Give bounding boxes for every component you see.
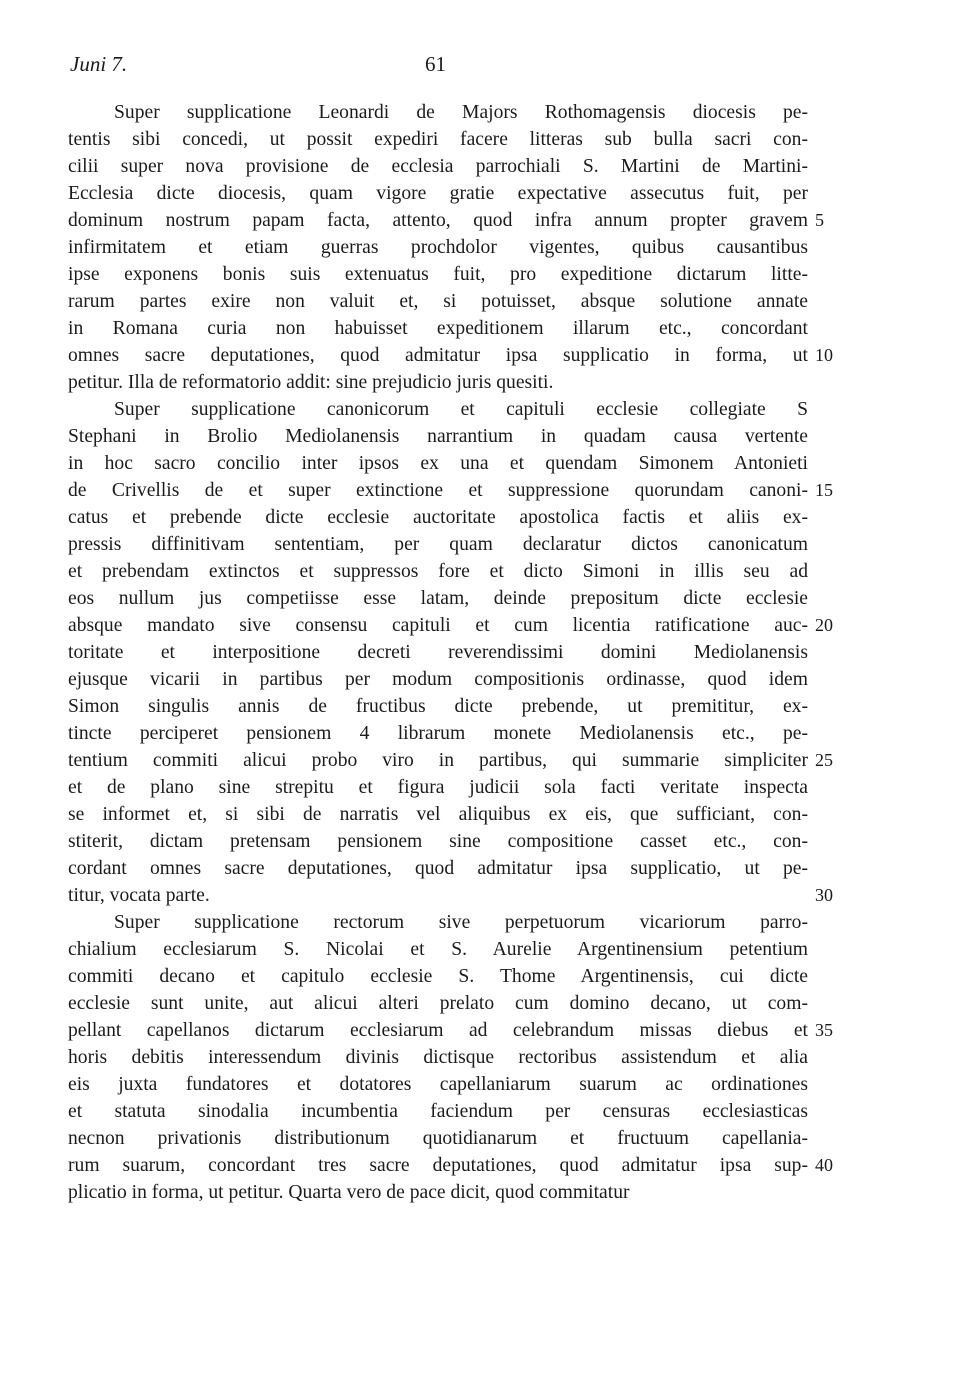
- text-line: de Crivellis de et super extinctione et suppressione quorundam canoni-: [68, 480, 808, 501]
- running-head: Juni 7.: [70, 52, 128, 76]
- text-line: infirmitatem et etiam guerras prochdolor vigentes, quibus causantibus: [68, 237, 808, 258]
- text-line: rarum partes exire non valuit et, si potuisset, absque solutione annate: [68, 291, 808, 312]
- page-header: [70, 52, 810, 82]
- text-line: horis debitis interessendum divinis dictisque rectoribus assistendum et alia: [68, 1047, 808, 1068]
- text-line: commiti decano et capitulo ecclesie S. Thome Argentinensis, cui dicte: [68, 966, 808, 987]
- text-line: petitur. Illa de reformatorio addit: sine prejudicio juris quesiti.: [68, 372, 554, 393]
- text-line: Simon singulis annis de fructibus dicte prebende, ut premititur, ex-: [68, 696, 808, 717]
- text-line: rum suarum, concordant tres sacre deputationes, quod admitatur ipsa sup-: [68, 1155, 808, 1176]
- text-line: omnes sacre deputationes, quod admitatur ipsa supplicatio in forma, ut: [68, 345, 808, 366]
- line-number: 30: [815, 885, 833, 905]
- text-line: cilii super nova provisione de ecclesia parrochiali S. Martini de Martini-: [68, 156, 808, 177]
- text-line: catus et prebende dicte ecclesie auctoritate apostolica factis et aliis ex-: [68, 507, 808, 528]
- line-number: 20: [815, 615, 833, 635]
- text-line: Super supplicatione Leonardi de Majors Rothomagensis diocesis pe-: [114, 102, 808, 123]
- text-line: titur, vocata parte.: [68, 885, 210, 906]
- text-line: tentis sibi concedi, ut possit expediri facere litteras sub bulla sacri con-: [68, 129, 808, 150]
- text-line: et de plano sine strepitu et figura judicii sola facti veritate inspecta: [68, 777, 808, 798]
- body-text: [68, 99, 808, 1206]
- text-line: plicatio in forma, ut petitur. Quarta vero de pace dicit, quod commitatur: [68, 1182, 630, 1203]
- line-number: 15: [815, 480, 833, 500]
- text-line: necnon privationis distributionum quotidianarum et fructuum capellania-: [68, 1128, 808, 1149]
- text-line: Super supplicatione rectorum sive perpetuorum vicariorum parro-: [114, 912, 808, 933]
- text-line: dominum nostrum papam facta, attento, quod infra annum propter gravem: [68, 210, 808, 231]
- text-line: pellant capellanos dictarum ecclesiarum ad celebrandum missas diebus et: [68, 1020, 808, 1041]
- text-line: eos nullum jus competiisse esse latam, deinde prepositum dicte ecclesie: [68, 588, 808, 609]
- text-line: cordant omnes sacre deputationes, quod admitatur ipsa supplicatio, ut pe-: [68, 858, 808, 879]
- text-line: Ecclesia dicte diocesis, quam vigore gratie expectative assecutus fuit, per: [68, 183, 808, 204]
- text-line: se informet et, si sibi de narratis vel aliquibus ex eis, que sufficiant, con-: [68, 804, 808, 825]
- text-line: ipse exponens bonis suis extenuatus fuit, pro expeditione dictarum litte-: [68, 264, 808, 285]
- text-line: Super supplicatione canonicorum et capituli ecclesie collegiate S: [114, 399, 808, 420]
- page-number: 61: [425, 52, 446, 76]
- text-line: in hoc sacro concilio inter ipsos ex una et quendam Simonem Antonieti: [68, 453, 808, 474]
- text-line: in Romana curia non habuisset expeditionem illarum etc., concordant: [68, 318, 808, 339]
- text-line: et statuta sinodalia incumbentia faciendum per censuras ecclesiasticas: [68, 1101, 808, 1122]
- text-line: ecclesie sunt unite, aut alicui alteri prelato cum domino decano, ut com-: [68, 993, 808, 1014]
- line-number: 10: [815, 345, 833, 365]
- line-number: 25: [815, 750, 833, 770]
- text-line: stiterit, dictam pretensam pensionem sine compositione casset etc., con-: [68, 831, 808, 852]
- text-line: Stephani in Brolio Mediolanensis narrantium in quadam causa vertente: [68, 426, 808, 447]
- line-number: 35: [815, 1020, 833, 1040]
- text-line: absque mandato sive consensu capituli et cum licentia ratificatione auc-: [68, 615, 808, 636]
- text-line: et prebendam extinctos et suppressos fore et dicto Simoni in illis seu ad: [68, 561, 808, 582]
- text-line: ejusque vicarii in partibus per modum compositionis ordinasse, quod idem: [68, 669, 808, 690]
- line-number: 40: [815, 1155, 833, 1175]
- text-line: toritate et interpositione decreti reverendissimi domini Mediolanensis: [68, 642, 808, 663]
- text-line: tentium commiti alicui probo viro in partibus, qui summarie simpliciter: [68, 750, 808, 771]
- text-line: tincte perciperet pensionem 4 librarum monete Mediolanensis etc., pe-: [68, 723, 808, 744]
- text-line: chialium ecclesiarum S. Nicolai et S. Aurelie Argentinensium petentium: [68, 939, 808, 960]
- text-line: pressis diffinitivam sententiam, per quam declaratur dictos canonicatum: [68, 534, 808, 555]
- line-number: 5: [815, 210, 824, 230]
- text-line: eis juxta fundatores et dotatores capellaniarum suarum ac ordinationes: [68, 1074, 808, 1095]
